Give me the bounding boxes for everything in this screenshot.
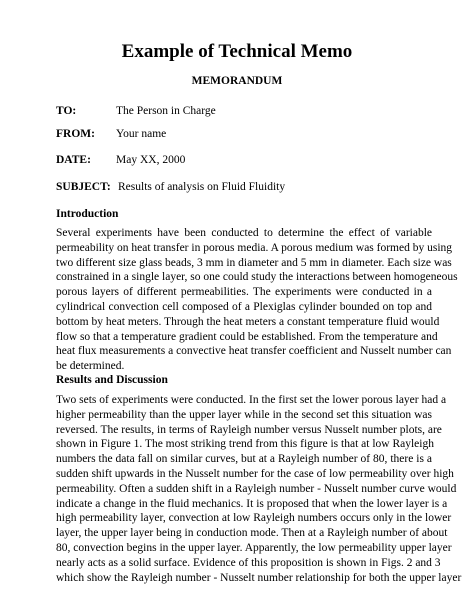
results-line: layer, the upper layer being in conduction mode. Then at a Rayleigh number of about <box>56 527 448 540</box>
results-line: 80, convection begins in the upper layer. Apparently, the low permeability upper layer <box>56 541 452 554</box>
date-value: May XX, 2000 <box>116 154 186 166</box>
from-value: Your name <box>116 128 167 140</box>
results-line: indicate a change in the fluid mechanics. It is proposed that when the lower layer is a <box>56 497 448 510</box>
date-label: DATE: <box>56 154 91 166</box>
introduction-line: heat flux measurements a convective heat transfer coefficient and Nusselt number can <box>56 345 452 358</box>
introduction-line: constrained in a single layer, so one could study the interactions between homogeneous <box>56 271 458 284</box>
results-heading: Results and Discussion <box>56 374 168 386</box>
introduction-line: permeability on heat transfer in porous media. A porous medium was formed by using <box>56 241 453 254</box>
results-line: shown in Figure 1. The most striking trend from this figure is that at low Rayleigh <box>56 438 434 451</box>
introduction-line: be determined. <box>56 360 125 373</box>
results-line: reversed. The results, in terms of Rayleigh number versus Nusselt number plots, are <box>56 423 442 436</box>
introduction-line: Several experiments have been conducted to determine the effect of variable <box>56 227 432 239</box>
introduction-heading: Introduction <box>56 208 119 220</box>
from-label: FROM: <box>56 128 95 140</box>
document-title: Example of Technical Memo <box>121 41 353 62</box>
subject-label: SUBJECT: <box>56 181 111 193</box>
to-label: TO: <box>56 105 77 117</box>
results-paragraph <box>56 393 462 585</box>
results-line: high permeability layer, convection at low Rayleigh numbers occurs only in the lower <box>56 512 452 525</box>
introduction-line: porous layers of different permeabilities. The experiments were conducted in a <box>56 286 432 299</box>
introduction-line: two different size glass beads, 3 mm in diameter and 5 mm in diameter. Each size was <box>56 256 452 269</box>
introduction-line: flow so that a temperature gradient could be established. From the temperature and <box>56 330 438 343</box>
memorandum-heading: MEMORANDUM <box>191 75 283 87</box>
introduction-line: bottom by heat meters. Through the heat meters a constant temperature fluid would <box>56 315 440 328</box>
to-value: The Person in Charge <box>116 105 216 117</box>
introduction-paragraph <box>56 226 458 374</box>
results-line: higher permeability than the upper layer while in the second set this situation was <box>56 408 432 421</box>
results-line: which show the Rayleigh number - Nusselt number relationship for both the upper layer <box>56 571 462 584</box>
subject-value: Results of analysis on Fluid Fluidity <box>118 181 286 193</box>
results-line: sudden shift upwards in the Nusselt number for the case of low permeability over high <box>56 467 454 480</box>
results-line: Two sets of experiments were conducted. In the first set the lower porous layer had a <box>56 394 447 406</box>
results-line: numbers the data fall on similar curves, but at a Rayleigh number of 80, there is a <box>56 453 432 466</box>
introduction-line: cylindrical convection cell composed of a Plexiglas cylinder bounded on top and <box>56 300 432 313</box>
results-line: permeability. Often a sudden shift in a Rayleigh number - Nusselt number curve would <box>56 482 457 495</box>
results-line: nearly acts as a solid surface. Evidence of this proposition is shown in Figs. 2 and 3 <box>56 556 441 569</box>
